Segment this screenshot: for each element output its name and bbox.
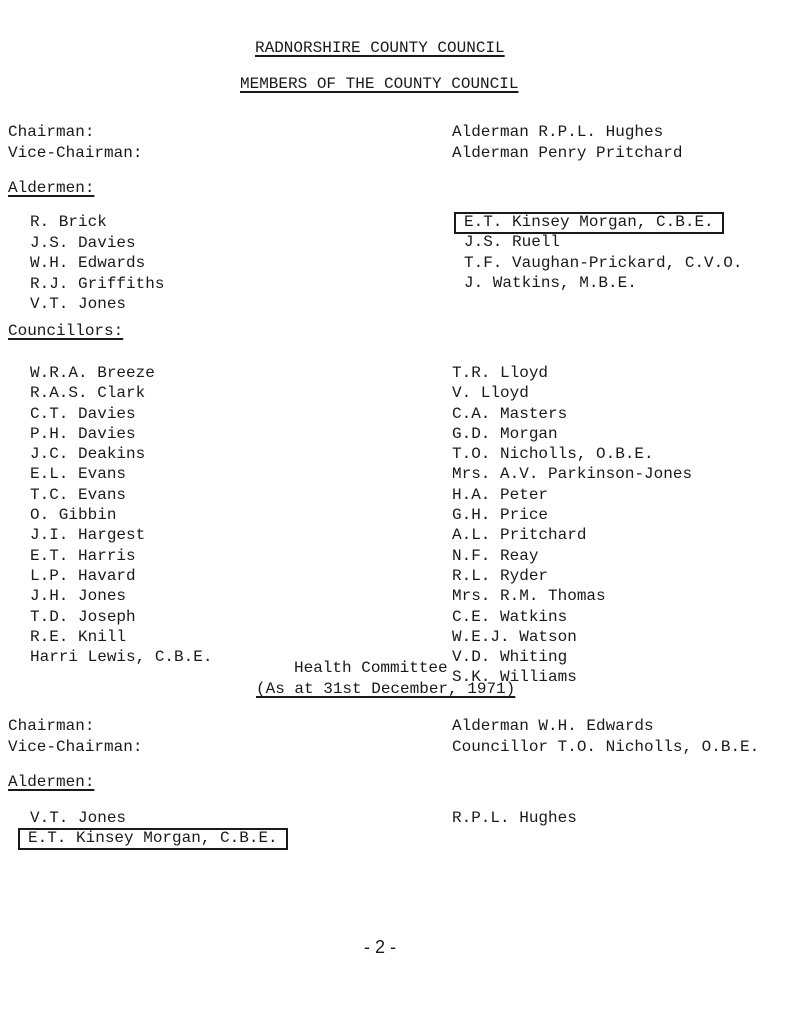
list-item: R.J. Griffiths <box>30 274 165 293</box>
page-title: RADNORSHIRE COUNTY COUNCIL <box>255 39 505 57</box>
list-item: J.S. Davies <box>30 233 136 252</box>
list-item: Mrs. R.M. Thomas <box>452 587 606 606</box>
list-item: J.C. Deakins <box>30 445 146 464</box>
councillors-right-list <box>452 365 692 690</box>
list-item: W.R.A. Breeze <box>30 364 155 382</box>
health-aldermen-boxed-name: E.T. Kinsey Morgan, C.B.E. <box>18 828 288 850</box>
health-aldermen-heading: Aldermen: <box>8 773 95 791</box>
page-number: - 2 - <box>364 937 397 957</box>
list-item: Mrs. A.V. Parkinson-Jones <box>452 465 693 484</box>
list-item: J.H. Jones <box>30 587 127 606</box>
councillors-heading: Councillors: <box>8 322 124 340</box>
list-item: R. Brick <box>30 213 107 231</box>
health-vice-chairman-label: Vice-Chairman: <box>8 738 143 756</box>
list-item: O. Gibbin <box>30 506 117 525</box>
list-item: N.F. Reay <box>452 546 539 565</box>
list-item: J. Watkins, M.B.E. <box>464 274 637 292</box>
list-item: T.C. Evans <box>30 485 127 504</box>
list-item: J.I. Hargest <box>30 526 146 545</box>
list-item: A.L. Pritchard <box>452 526 587 545</box>
council-aldermen-right-list <box>464 234 742 296</box>
list-item: E.L. Evans <box>30 465 127 484</box>
list-item: W.H. Edwards <box>30 254 146 272</box>
council-aldermen-boxed-name: E.T. Kinsey Morgan, C.B.E. <box>454 212 724 234</box>
council-chairman-label: Chairman: <box>8 123 95 141</box>
council-vice-chairman-value: Alderman Penry Pritchard <box>452 144 683 162</box>
page-subtitle: MEMBERS OF THE COUNTY COUNCIL <box>240 75 519 93</box>
council-aldermen-left-list <box>30 214 164 317</box>
health-aldermen-left: V.T. Jones <box>30 809 127 827</box>
council-aldermen-heading: Aldermen: <box>8 179 95 197</box>
list-item: T.D. Joseph <box>30 607 136 626</box>
councillors-left-list <box>30 365 212 669</box>
council-chairman-value: Alderman R.P.L. Hughes <box>452 123 664 141</box>
list-item: V.T. Jones <box>30 295 127 313</box>
list-item: T.F. Vaughan-Prickard, C.V.O. <box>464 253 743 272</box>
list-item: R.L. Ryder <box>452 566 549 585</box>
list-item: C.E. Watkins <box>452 607 568 626</box>
list-item: V.D. Whiting <box>452 648 568 667</box>
health-committee-title: Health Committee <box>294 659 448 677</box>
list-item: V. Lloyd <box>452 384 529 403</box>
list-item: G.H. Price <box>452 506 549 525</box>
list-item: H.A. Peter <box>452 485 549 504</box>
list-item: G.D. Morgan <box>452 424 558 443</box>
health-aldermen-right: R.P.L. Hughes <box>452 809 577 827</box>
list-item: J.S. Ruell <box>464 233 561 251</box>
council-vice-chairman-label: Vice-Chairman: <box>8 144 143 162</box>
health-chairman-value: Alderman W.H. Edwards <box>452 717 654 735</box>
list-item: R.E. Knill <box>30 627 127 646</box>
list-item: S.K. Williams <box>452 668 577 687</box>
health-vice-chairman-value: Councillor T.O. Nicholls, O.B.E. <box>452 738 760 756</box>
list-item: T.R. Lloyd <box>452 364 549 382</box>
list-item: C.T. Davies <box>30 404 136 423</box>
list-item: W.E.J. Watson <box>452 627 577 646</box>
list-item: L.P. Havard <box>30 566 136 585</box>
list-item: E.T. Harris <box>30 546 136 565</box>
list-item: P.H. Davies <box>30 424 136 443</box>
list-item: C.A. Masters <box>452 404 568 423</box>
health-chairman-label: Chairman: <box>8 717 95 735</box>
list-item: Harri Lewis, C.B.E. <box>30 648 213 667</box>
list-item: R.A.S. Clark <box>30 384 146 403</box>
list-item: T.O. Nicholls, O.B.E. <box>452 445 654 464</box>
health-committee-date: (As at 31st December, 1971) <box>256 680 516 698</box>
